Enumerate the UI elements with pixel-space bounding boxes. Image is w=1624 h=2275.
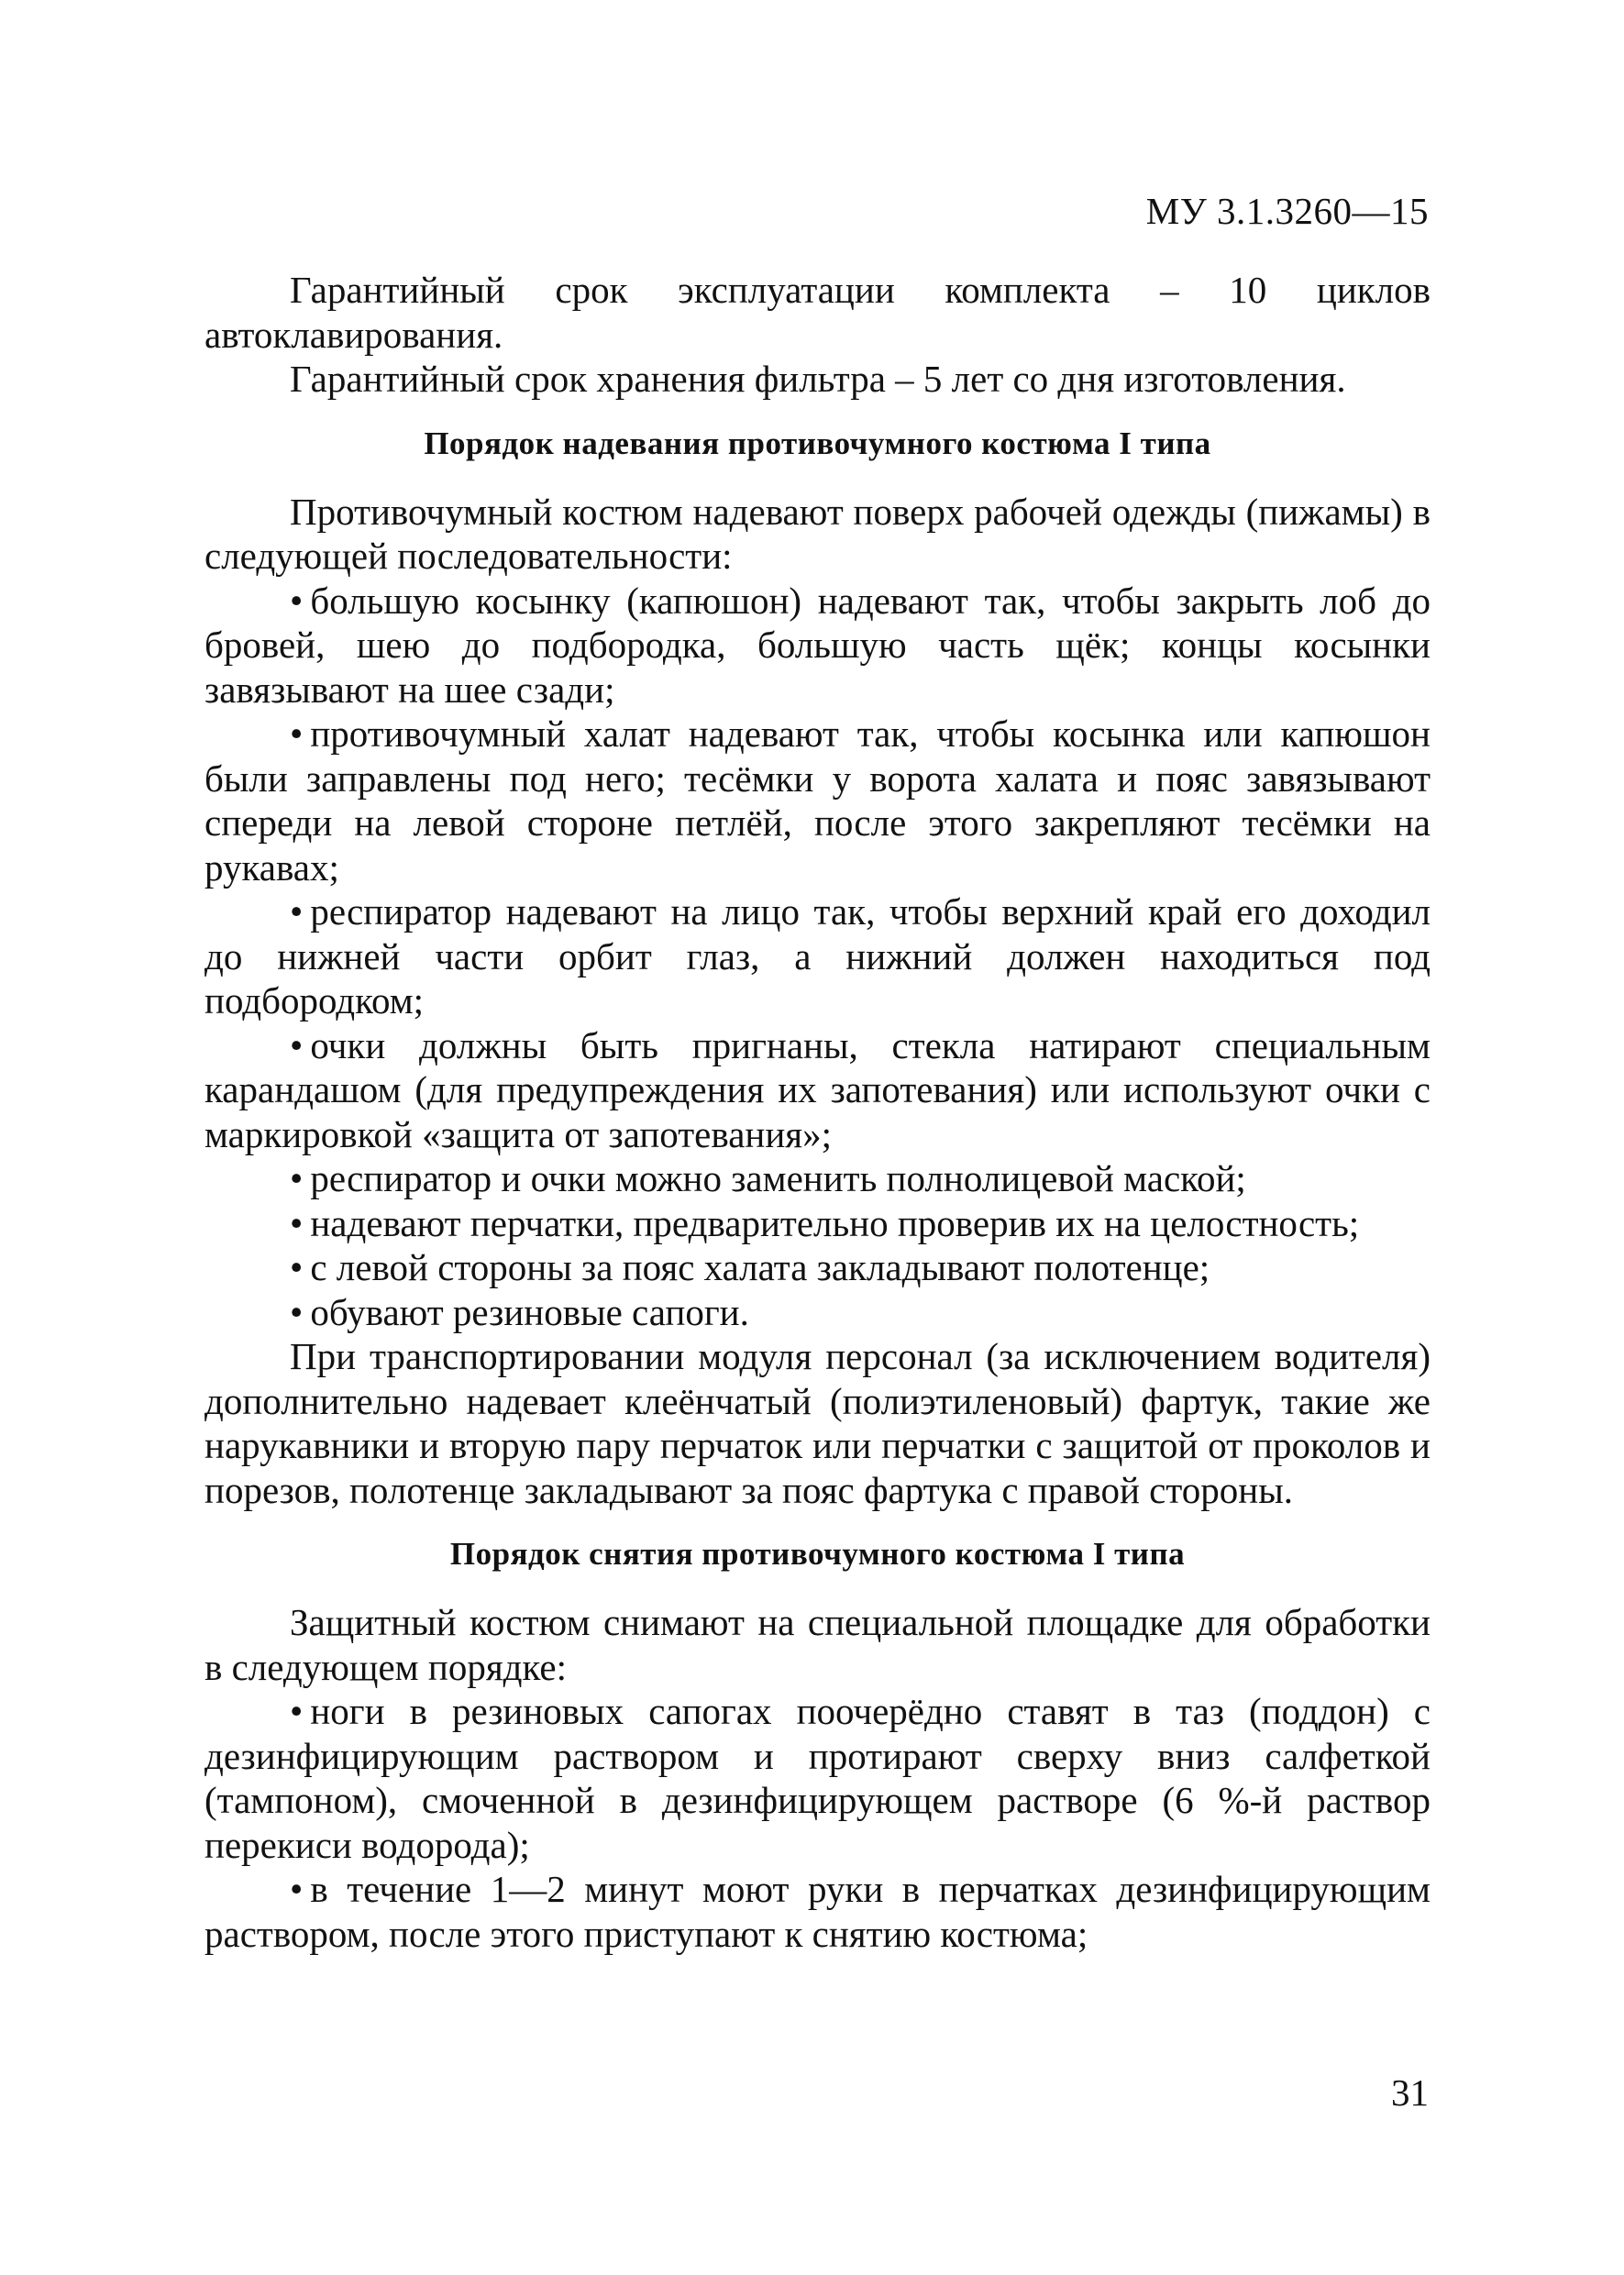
transport-note-paragraph: При транспортировании модуля персонал (за исключением водителя) дополнительно надевает клеёнчатый (полиэтиленовый) фартук, такие же нарукавники и вторую пару перчаток или перчатки с защитой от проколов и порезов, полотенце закладывают за пояс фартука с правой стороны. (204, 1335, 1431, 1511)
list-item (204, 1023, 1431, 1157)
document-code: МУ 3.1.3260—15 (1145, 190, 1429, 232)
bullet-icon: • (290, 890, 304, 933)
bullet-icon: • (290, 1157, 304, 1199)
don-steps-list (204, 579, 1431, 1335)
list-item (204, 712, 1431, 889)
list-item-text: респиратор надевают на лицо так, чтобы верхний край его доходил до нижней части орбит глаз, а нижний должен находиться под подбородком; (204, 890, 1431, 1022)
list-item-text: надевают перчатки, предварительно проверив их на целостность; (310, 1201, 1360, 1244)
bullet-icon: • (290, 1290, 304, 1333)
bullet-icon: • (290, 1246, 304, 1288)
bullet-icon: • (290, 1868, 304, 1910)
warranty-operation-paragraph: Гарантийный срок эксплуатации комплекта – 10 циклов автоклавирования. (204, 269, 1431, 356)
bullet-icon: • (290, 712, 304, 755)
don-procedure-heading: Порядок надевания противочумного костюма I типа (424, 425, 1211, 461)
list-item (204, 889, 1431, 1023)
doff-steps-list (204, 1689, 1431, 1956)
don-intro-paragraph: Противочумный костюм надевают поверх рабочей одежды (пижамы) в следующей последовательности: (204, 490, 1431, 577)
list-item (204, 1156, 1431, 1201)
page-content (204, 268, 1431, 1956)
bullet-icon: • (290, 1690, 304, 1732)
warranty-storage-paragraph: Гарантийный срок хранения фильтра – 5 лет со дня изготовления. (290, 358, 1346, 400)
list-item (204, 1867, 1431, 1956)
list-item-text: большую косынку (капюшон) надевают так, чтобы закрыть лоб до бровей, шею до подбородка, большую часть щёк; концы косынки завязывают на шее сзади; (204, 579, 1431, 711)
list-item (204, 1689, 1431, 1867)
doff-procedure-heading: Порядок снятия противочумного костюма I типа (449, 1536, 1186, 1572)
list-item-text: ноги в резиновых сапогах поочерёдно ставят в таз (поддон) с дезинфицирующим раствором и протирают сверху вниз салфеткой (тампоном), смоченной в дезинфицирующем растворе (6 %-й раствор перекиси водорода); (204, 1690, 1431, 1866)
list-item (204, 1245, 1431, 1290)
list-item-text: в течение 1—2 минут моют руки в перчатках дезинфицирующим раствором, после этого приступают к снятию костюма; (204, 1868, 1431, 1955)
list-item-text: очки должны быть пригнаны, стекла натирают специальным карандашом (для предупреждения их запотевания) или используют очки с маркировкой «защита от запотевания»; (204, 1023, 1431, 1155)
list-item-text: с левой стороны за пояс халата закладывают полотенце; (310, 1246, 1210, 1288)
bullet-icon: • (290, 579, 304, 622)
list-item (204, 1201, 1431, 1246)
bullet-icon: • (290, 1023, 304, 1066)
list-item-text: противочумный халат надевают так, чтобы косынка или капюшон были заправлены под него; тесёмки у ворота халата и пояс завязывают спереди на левой стороне петлёй, после этого закрепляют тесёмки на рукавах; (204, 712, 1431, 889)
doff-intro-paragraph: Защитный костюм снимают на специальной площадке для обработки в следующем порядке: (204, 1601, 1431, 1688)
list-item (204, 579, 1431, 712)
list-item (204, 1290, 1431, 1335)
list-item-text: обувают резиновые сапоги. (310, 1290, 749, 1333)
page-number: 31 (1391, 2071, 1429, 2114)
bullet-icon: • (290, 1201, 304, 1244)
list-item-text: респиратор и очки можно заменить полнолицевой маской; (310, 1157, 1246, 1199)
